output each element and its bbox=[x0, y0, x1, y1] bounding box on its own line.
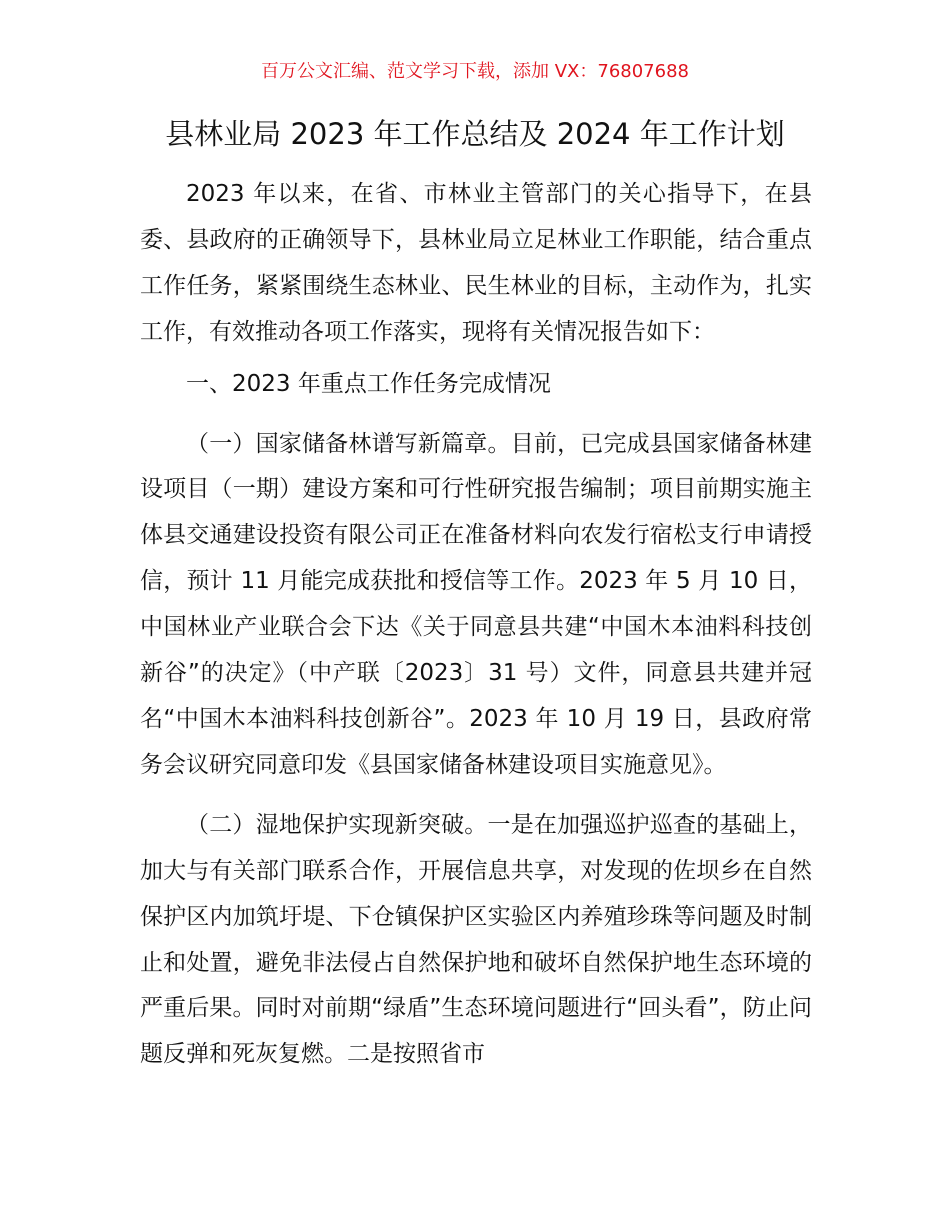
document-body bbox=[140, 172, 812, 1078]
paragraph-wetland-protection: （二）湿地保护实现新突破。一是在加强巡护巡查的基础上，加大与有关部门联系合作，开展信息共享，对发现的佐坝乡在自然保护区内加筑圩堤、下仓镇保护区实验区内养殖珍珠等问题及时制止和处置，避免非法侵占自然保护地和破坏自然保护地生态环境的严重后果。同时对前期“绿盾”生态环境问题进行“回头看”，防止问题反弹和死灰复燃。二是按照省市 bbox=[140, 811, 812, 1068]
paragraph-national-reserve-forest: （一）国家储备林谱写新篇章。目前，已完成县国家储备林建设项目（一期）建设方案和可行性研究报告编制；项目前期实施主体县交通建设投资有限公司正在准备材料向农发行宿松支行申请授信，预计 11 月能完成获批和授信等工作。2023 年 5 月 10 日，中国林业产业联合会下达《关于同意县共建“中国木本油料科技创新谷”的决定》（中产联〔2023〕31 号）文件，同意县共建并冠名“中国木本油料科技创新谷”。2023 年 10 月 19 日，县政府常务会议研究同意印发《县国家储备林建设项目实施意见》。 bbox=[140, 430, 812, 778]
section-heading: 一、2023 年重点工作任务完成情况 bbox=[186, 370, 551, 397]
watermark-header: 百万公文汇编、范文学习下载，添加 VX：76807688 bbox=[261, 61, 689, 82]
intro-paragraph: 2023 年以来，在省、市林业主管部门的关心指导下，在县委、县政府的正确领导下，县林业局立足林业工作职能，结合重点工作任务，紧紧围绕生态林业、民生林业的目标，主动作为，扎实工作，有效推动各项工作落实，现将有关情况报告如下： bbox=[140, 181, 812, 345]
document-title: 县林业局 2023 年工作总结及 2024 年工作计划 bbox=[165, 117, 785, 151]
